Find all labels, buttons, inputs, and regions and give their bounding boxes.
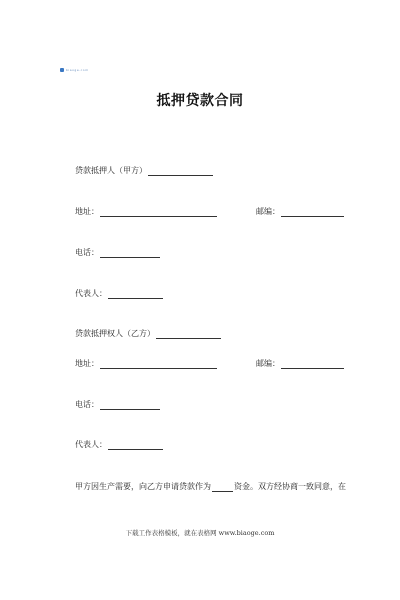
party-b-representative-row xyxy=(75,440,163,450)
party-a-representative-blank xyxy=(108,290,163,299)
party-b-address-row xyxy=(75,359,217,369)
party-a-phone-label: 电话： xyxy=(75,248,99,257)
party-b-address-label: 地址： xyxy=(75,359,99,368)
party-a-postcode-row xyxy=(256,207,344,217)
paragraph-start: 甲方因生产需要，向乙方申请贷款作为 xyxy=(75,482,211,491)
borrower-blank xyxy=(148,167,213,176)
contract-paragraph xyxy=(75,482,346,492)
logo-icon xyxy=(60,68,64,72)
party-a-postcode-label: 邮编： xyxy=(256,207,280,216)
site-logo xyxy=(60,68,89,72)
party-a-representative-label: 代表人： xyxy=(75,289,107,298)
party-b-phone-label: 电话： xyxy=(75,400,99,409)
page-footer: 下载工作表格模板，就在表格网 www.biaoge.com xyxy=(125,529,275,537)
borrower-row xyxy=(75,166,213,176)
lender-row xyxy=(75,329,221,339)
purpose-blank xyxy=(212,483,233,492)
party-a-address-blank xyxy=(100,208,217,217)
lender-blank xyxy=(156,330,221,339)
party-b-postcode-blank xyxy=(281,360,344,369)
party-b-address-blank xyxy=(100,360,217,369)
party-a-representative-row xyxy=(75,289,163,299)
party-a-phone-blank xyxy=(100,249,160,258)
document-title: 抵押贷款合同 xyxy=(156,93,244,109)
paragraph-end: 资金。双方经协商一致同意，在 xyxy=(234,482,346,491)
party-a-address-label: 地址： xyxy=(75,207,99,216)
party-b-phone-blank xyxy=(100,401,160,410)
borrower-label: 贷款抵押人（甲方） xyxy=(75,166,147,175)
party-a-address-row xyxy=(75,207,217,217)
party-a-postcode-blank xyxy=(281,208,344,217)
party-b-postcode-row xyxy=(256,359,344,369)
lender-label: 贷款抵押权人（乙方） xyxy=(75,329,155,338)
party-b-representative-blank xyxy=(108,441,163,450)
party-b-representative-label: 代表人： xyxy=(75,440,107,449)
party-b-postcode-label: 邮编： xyxy=(256,359,280,368)
party-b-phone-row xyxy=(75,400,160,410)
party-a-phone-row xyxy=(75,248,160,258)
logo-text: biaoge.com xyxy=(66,68,89,72)
